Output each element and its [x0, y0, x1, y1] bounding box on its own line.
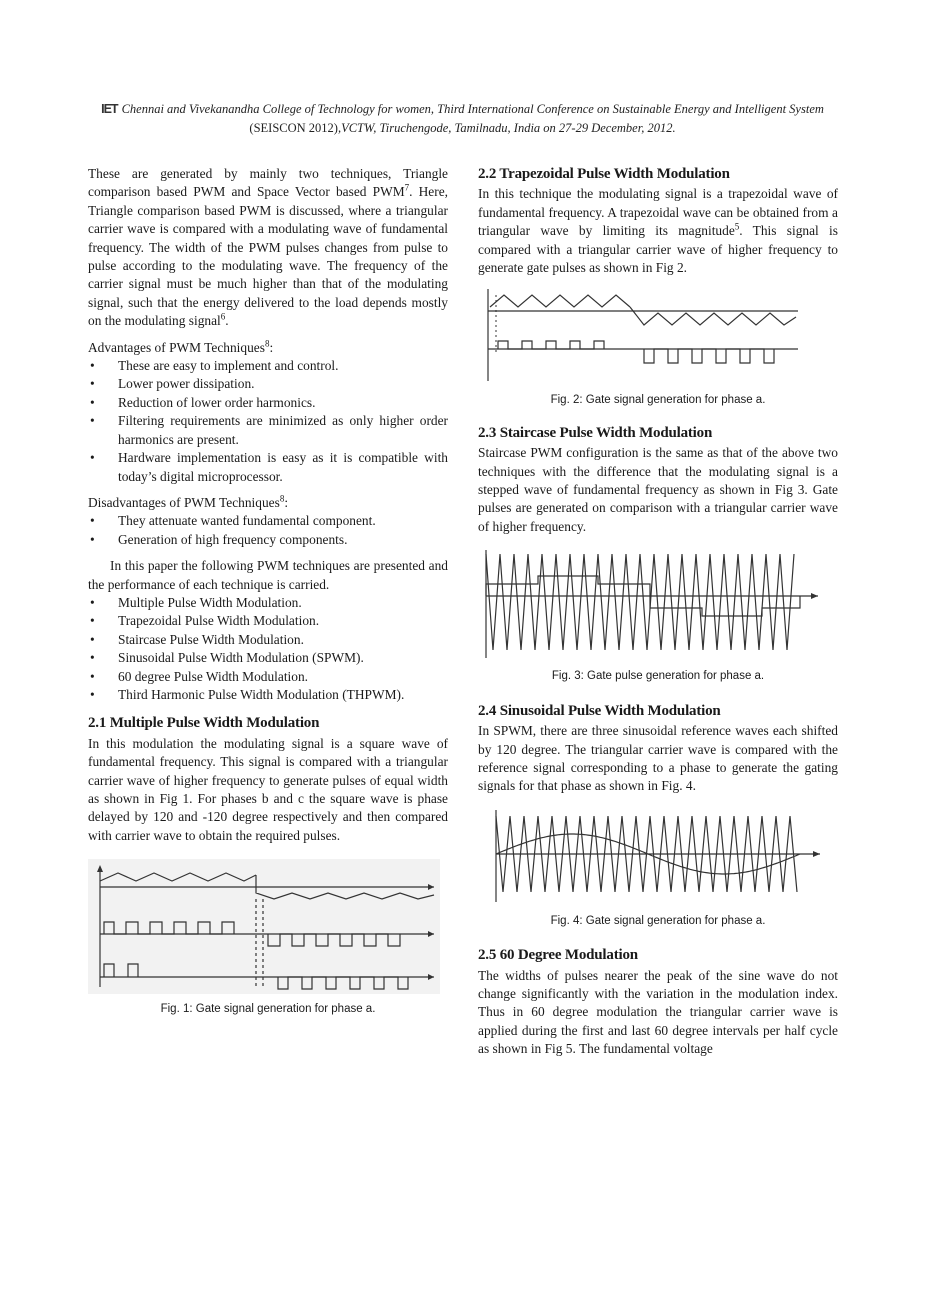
section-2-4-heading: 2.4 Sinusoidal Pulse Width Modulation: [478, 702, 721, 719]
figure-4: [478, 806, 838, 930]
figure-2-waveform: [478, 285, 818, 385]
disadvantages-list: [88, 512, 448, 549]
figure-1-waveform: [88, 859, 440, 994]
list-item: • Multiple Pulse Width Modulation.: [88, 594, 448, 612]
header-line-1: IET Chennai and Vivekanandha College of Technology for women, Third International Conference on Sustainable Energy and Intelligent System: [101, 102, 824, 116]
section-2-5-heading: 2.5 60 Degree Modulation: [478, 947, 638, 964]
left-column: [88, 165, 448, 1019]
list-item: • Reduction of lower order harmonics.: [88, 394, 448, 412]
disadvantages-heading: Disadvantages of PWM Techniques$^8$:: [88, 493, 289, 510]
right-column: [478, 165, 838, 1059]
section-2-2-heading: 2.2 Trapezoidal Pulse Width Modulation: [478, 166, 730, 182]
list-item: • Hardware implementation is easy as it is compatible with today’s digital microprocessor.: [88, 449, 448, 486]
intro-paragraph: These are generated by mainly two techniques, Triangle comparison based PWM and Space Vector based PWM$^7$. Here, Triangle comparison based PWM is discussed, where a triangular carrier wave is compared with a modulating wave of fundamental frequency. The width of the PWM pulses changes from pulse to pulse according to the modulating wave. The frequency of the carrier signal must be much higher than that of the modulating signal, such that the energy delivered to the load depends mostly on the modulating signal$^6$.: [88, 166, 449, 329]
list-item: • Third Harmonic Pulse Width Modulation (THPWM).: [88, 686, 448, 704]
list-item: • 60 degree Pulse Width Modulation.: [88, 668, 448, 686]
list-item: • Trapezoidal Pulse Width Modulation.: [88, 612, 448, 630]
figure-2-caption: Fig. 2: Gate signal generation for phase a.: [550, 394, 766, 407]
conference-header: [60, 100, 865, 138]
section-2-3-body: Staircase PWM configuration is the same as that of the above two techniques with the difference that the modulating signal is a stepped wave of fundamental frequency as shown in Fig 3. Gate pulses are generated on comparison with a triangular carrier wave of higher frequency.: [478, 445, 838, 534]
figure-4-caption: Fig. 4: Gate signal generation for phase a.: [550, 914, 766, 927]
iet-logo: IET: [101, 102, 118, 116]
figure-1-caption: Fig. 1: Gate signal generation for phase a.: [160, 1003, 376, 1016]
list-item: • Staircase Pulse Width Modulation.: [88, 631, 448, 649]
list-item: • Generation of high frequency components.: [88, 531, 448, 549]
section-2-2-body: In this technique the modulating signal is a trapezoidal wave of fundamental frequency. A trapezoidal wave can be obtained from a triangular wave by limiting its magnitude$^5$. This signal is compared with a triangular carrier wave of higher frequency to generate gate pulses as shown in Fig 2.: [478, 186, 838, 276]
techniques-intro-paragraph: In this paper the following PWM techniques are presented and the performance of each technique is carried.: [88, 558, 448, 592]
section-2-1-heading: 2.1 Multiple Pulse Width Modulation: [88, 715, 320, 732]
list-item: • Lower power dissipation.: [88, 375, 448, 393]
section-2-1-body: In this modulation the modulating signal is a square wave of fundamental frequency. This signal is compared with a triangular carrier wave of higher frequency to generate pulses of equal width as shown in Fig 1. For phases b and c the square wave is phase delayed by 120 and -120 degree respectively and then compared with carrier wave to obtain the required pulses.: [88, 735, 448, 843]
advantages-list: [88, 357, 448, 486]
figure-3: [478, 546, 838, 685]
figure-1: [88, 859, 448, 1018]
figure-4-waveform: [478, 806, 823, 906]
section-2-4-body: In SPWM, there are three sinusoidal reference waves each shifted by 120 degree. The triangular carrier wave is compared with the reference signal corresponding to a phase to generate the gating signals for that phase as shown in Fig. 4.: [478, 723, 838, 794]
list-item: • Sinusoidal Pulse Width Modulation (SPWM).: [88, 649, 448, 667]
section-2-3-heading: 2.3 Staircase Pulse Width Modulation: [478, 424, 713, 441]
list-item: • Filtering requirements are minimized as only higher order harmonics are present.: [88, 412, 448, 449]
section-2-5-body: The widths of pulses nearer the peak of the sine wave do not change significantly with the variation in the modulation index. Thus in 60 degree modulation the triangular carrier wave is applied during the first and last 60 degree intervals per half cycle as shown in Fig 5. The fundamental voltage: [478, 967, 838, 1057]
list-item: • These are easy to implement and control.: [88, 357, 448, 375]
figure-3-caption: Fig. 3: Gate pulse generation for phase a.: [551, 670, 765, 683]
figure-2: [478, 285, 838, 409]
figure-3-waveform: [478, 546, 823, 661]
header-line-2: (SEISCON 2012),VCTW, Tiruchengode, Tamilnadu, India on 27-29 December, 2012.: [249, 121, 676, 135]
list-item: • They attenuate wanted fundamental component.: [88, 512, 448, 530]
techniques-list: [88, 594, 448, 704]
advantages-heading: Advantages of PWM Techniques$^8$:: [88, 338, 274, 355]
